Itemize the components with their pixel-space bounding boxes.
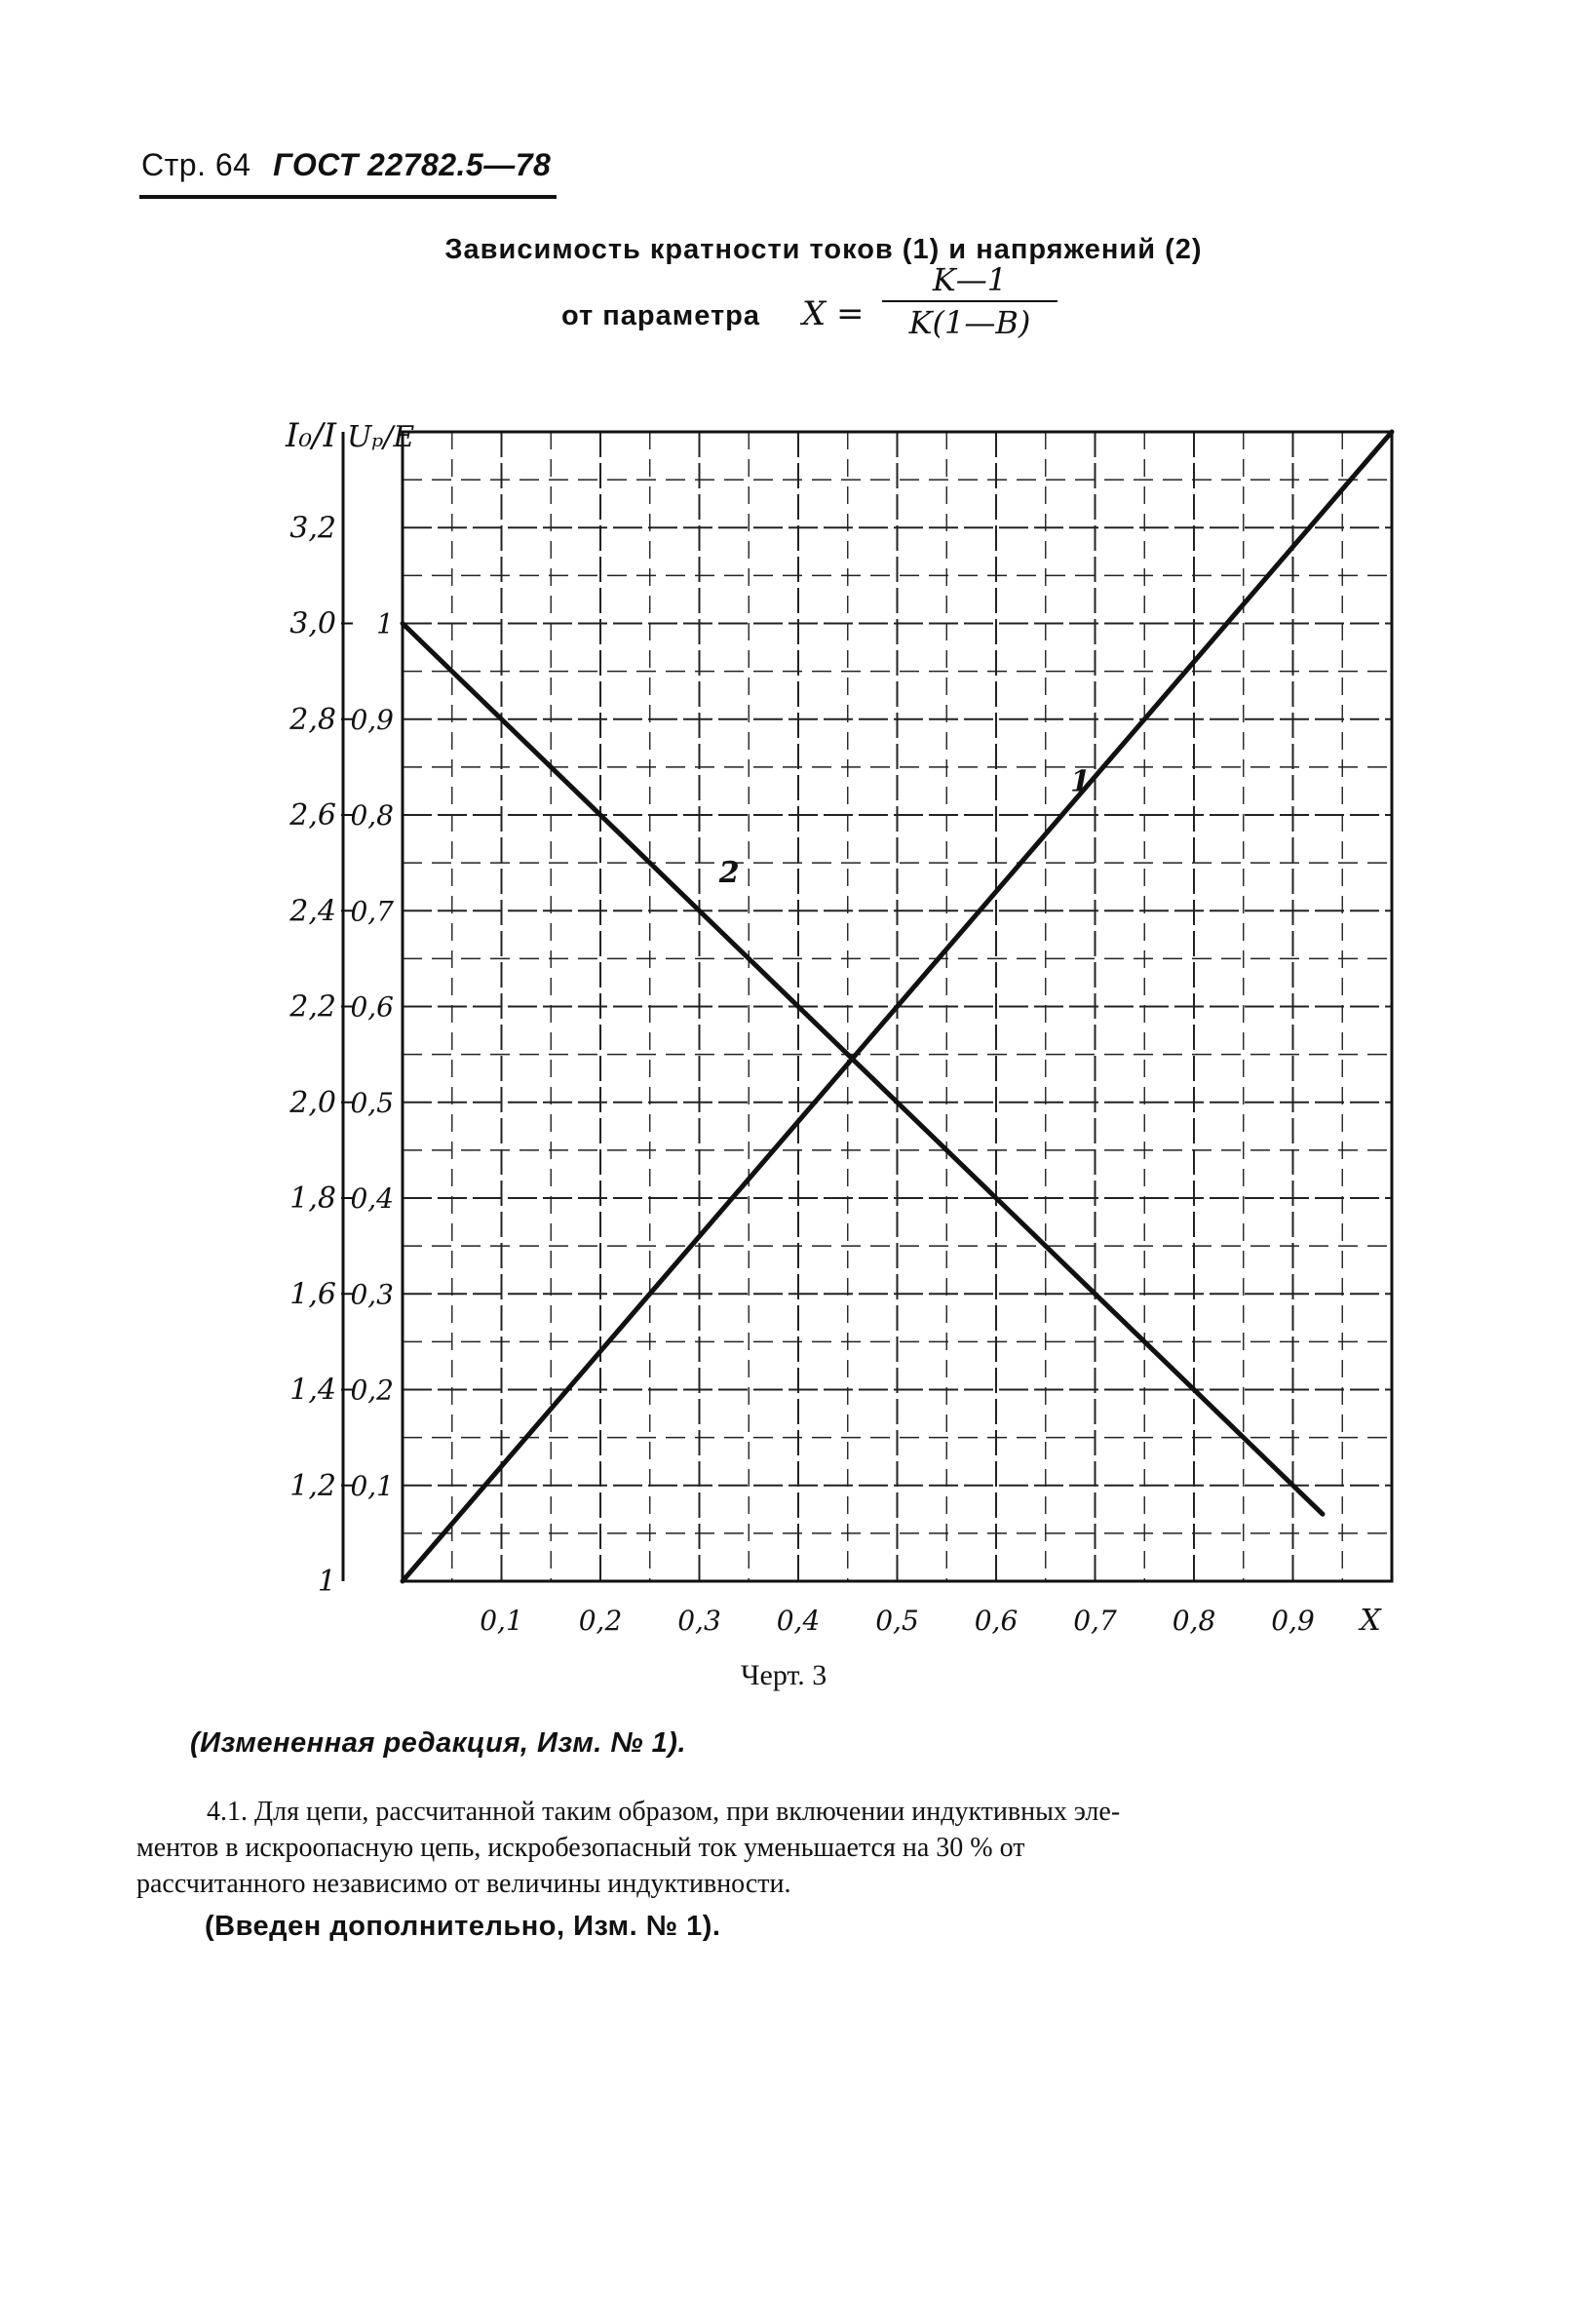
formula-denominator: K(1—B) [908, 304, 1031, 341]
x-tick-label: 0,2 [578, 1605, 623, 1637]
chart-title: Зависимость кратности токов (1) и напряжений (2) [444, 234, 1203, 265]
y-left-tick-label: 2,2 [289, 989, 336, 1025]
note-changed: (Измененная редакция, Изм. № 1). [190, 1727, 687, 1759]
paragraph-line: 4.1. Для цепи, рассчитанной таким образом, при включении индуктивных эле- [207, 1797, 1121, 1827]
y-left-tick-label: 1,4 [289, 1373, 336, 1408]
series-label-1: 1 [1070, 764, 1091, 799]
y-left-tick-label: 2,4 [289, 894, 336, 929]
y-left-tick-label: 3,0 [289, 606, 336, 641]
x-tick-label: 0,7 [1073, 1605, 1117, 1637]
x-tick-label: 0,1 [480, 1605, 523, 1637]
formula-numerator: K—1 [932, 261, 1008, 298]
y-right-tick-label: 0,8 [350, 799, 394, 832]
y-right-tick-label: 0,5 [350, 1086, 394, 1119]
series-label-2: 2 [718, 855, 740, 890]
x-tick-label: 0,8 [1172, 1605, 1216, 1637]
y-right-tick-label: 0,9 [350, 703, 394, 736]
y-left-tick-label: 2,6 [289, 798, 336, 833]
x-tick-label: 0,6 [974, 1605, 1019, 1637]
y-right-tick-label: 0,2 [350, 1374, 394, 1407]
y-left-axis-label: I₀/I [286, 416, 336, 455]
y-right-tick-label: 0,4 [350, 1182, 394, 1215]
x-axis-label: X [1360, 1604, 1381, 1638]
y-left-tick-label: 2,0 [289, 1085, 336, 1120]
y-right-tick-label: 0,6 [350, 990, 394, 1024]
y-left-tick-label: 1 [317, 1565, 336, 1599]
y-right-tick-label: 0,3 [350, 1278, 394, 1311]
x-tick-label: 0,9 [1271, 1605, 1315, 1637]
formula-variable: X = [802, 294, 865, 333]
y-right-tick-label: 0,7 [350, 895, 394, 928]
paragraph-line: ментов в искроопасную цепь, искробезопасный ток уменьшается на 30 % от [136, 1833, 1025, 1863]
y-left-tick-label: 1,8 [289, 1181, 336, 1216]
y-right-tick-label: 1 [376, 607, 394, 640]
standard-number: ГОСТ 22782.5—78 [273, 147, 552, 182]
note-added: (Введен дополнительно, Изм. № 1). [205, 1911, 721, 1942]
y-left-tick-label: 1,6 [289, 1277, 336, 1312]
x-tick-label: 0,4 [776, 1605, 821, 1637]
x-tick-label: 0,5 [875, 1605, 919, 1637]
y-left-tick-label: 3,2 [289, 511, 336, 546]
paragraph-4-1 [136, 1794, 1501, 1902]
y-right-axis-label: Uₚ/E [347, 420, 415, 454]
paragraph-line: рассчитанного независимо от величины индуктивности. [136, 1869, 791, 1899]
series-line-2 [403, 624, 1323, 1515]
formula-label: от параметра [561, 300, 760, 331]
page-number: Стр. 64 [141, 147, 251, 182]
figure-caption: Черт. 3 [741, 1659, 827, 1691]
y-left-tick-label: 2,8 [289, 702, 336, 737]
y-right-tick-label: 0,1 [350, 1469, 394, 1502]
x-tick-label: 0,3 [677, 1605, 721, 1637]
y-left-tick-label: 1,2 [289, 1468, 336, 1503]
